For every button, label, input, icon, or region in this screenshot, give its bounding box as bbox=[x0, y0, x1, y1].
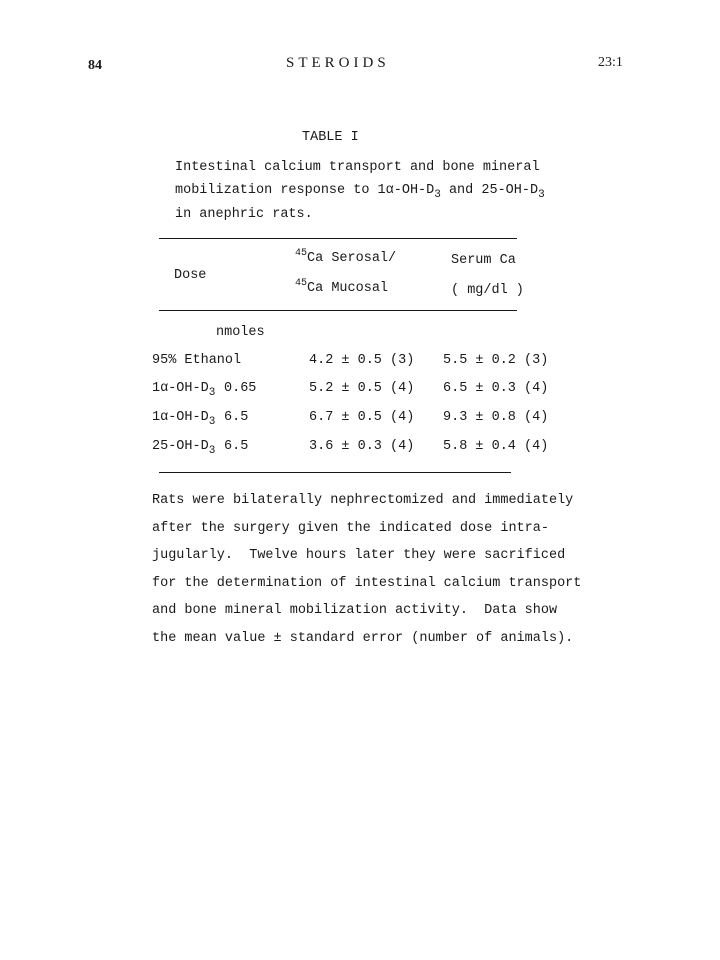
table-label: TABLE I bbox=[302, 130, 359, 145]
serum-ca-value: 5.5 ± 0.2 (3) bbox=[443, 353, 549, 368]
journal-title: STEROIDS bbox=[286, 55, 390, 71]
column-header-serosal: $^{45}$Ca Serosal/ bbox=[295, 248, 397, 266]
page-number: 84 bbox=[88, 58, 102, 73]
caption-line: in anephric rats. bbox=[175, 207, 313, 222]
footnote-line: for the determination of intestinal calcium transport bbox=[152, 575, 582, 591]
column-header-dose: Dose bbox=[174, 268, 207, 283]
footnote-line: after the surgery given the indicated dose intra- bbox=[152, 520, 549, 536]
table-bottom-rule bbox=[159, 472, 511, 473]
serosal-mucosal-value: 5.2 ± 0.5 (4) bbox=[309, 381, 415, 396]
serosal-mucosal-value: 3.6 ± 0.3 (4) bbox=[309, 439, 415, 454]
table-footnote bbox=[152, 487, 581, 652]
dose-value: 6.5 bbox=[224, 439, 249, 454]
dose-value: 6.5 bbox=[224, 410, 249, 425]
dose-name: $1\alpha-OH-D_3$ bbox=[152, 381, 216, 399]
column-header-mucosal: $^{45}$Ca Mucosal bbox=[295, 278, 389, 296]
serosal-mucosal-value: 6.7 ± 0.5 (4) bbox=[309, 410, 415, 425]
serum-ca-value: 9.3 ± 0.8 (4) bbox=[443, 410, 549, 425]
dose-value: 0.65 bbox=[224, 381, 257, 396]
serosal-mucosal-value: 4.2 ± 0.5 (3) bbox=[309, 353, 415, 368]
dose-name: $1\alpha-OH-D_3$ bbox=[152, 410, 216, 428]
caption-line: mobilization response to $1\alpha-OH-D_3$ and $25-OH-D_3$ bbox=[175, 183, 545, 201]
footnote-line: and bone mineral mobilization activity. Data show bbox=[152, 603, 558, 618]
table-caption bbox=[175, 156, 545, 226]
dose-name: $25-OH-D_3$ bbox=[152, 439, 216, 457]
footnote-line: jugularly. Twelve hours later they were sacrificed bbox=[152, 548, 566, 563]
dose-name: 95% Ethanol bbox=[152, 353, 242, 368]
table-top-rule bbox=[159, 238, 517, 239]
issue-number: 23:1 bbox=[598, 55, 623, 70]
column-header-serum-ca: Serum Ca bbox=[451, 253, 516, 268]
footnote-line: Rats were bilaterally nephrectomized and immediately bbox=[152, 493, 574, 508]
column-header-units: ( mg/dl ) bbox=[451, 283, 524, 298]
footnote-line: the mean value ± standard error (number of animals). bbox=[152, 630, 574, 646]
table-header-rule bbox=[159, 310, 517, 311]
serum-ca-value: 5.8 ± 0.4 (4) bbox=[443, 439, 549, 454]
serum-ca-value: 6.5 ± 0.3 (4) bbox=[443, 381, 549, 396]
caption-line: Intestinal calcium transport and bone mineral bbox=[175, 160, 540, 175]
units-label: nmoles bbox=[216, 325, 265, 340]
